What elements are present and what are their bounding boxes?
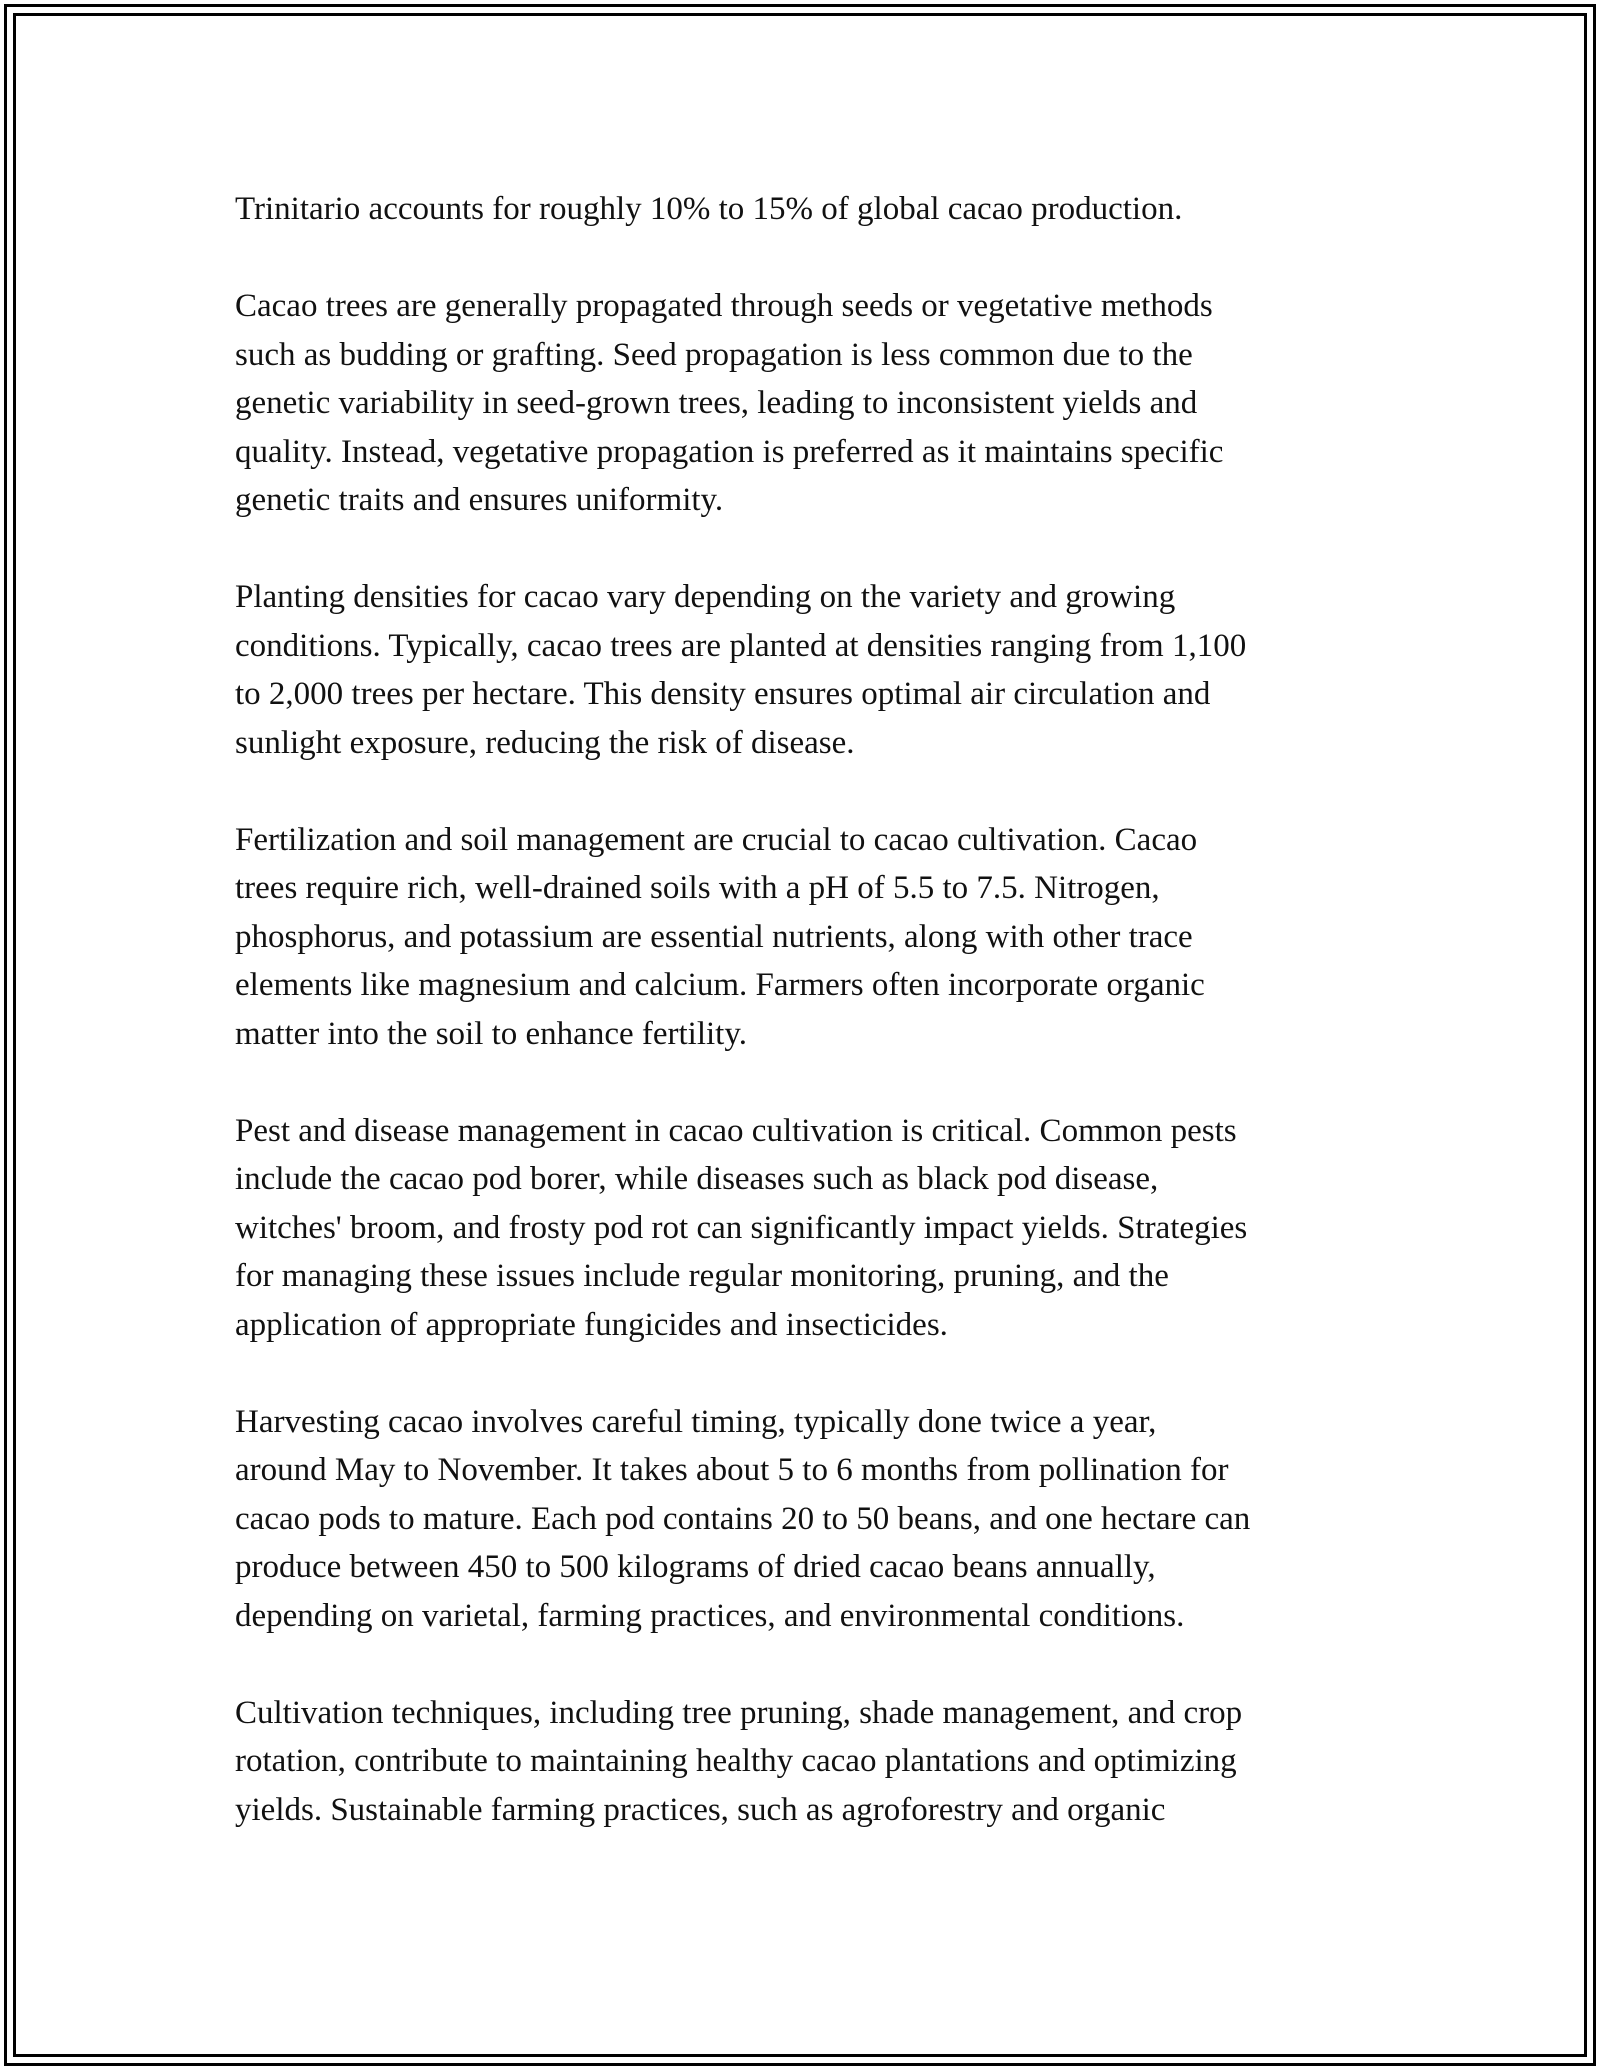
document-body bbox=[235, 185, 1395, 1883]
paragraph-propagation: Cacao trees are generally propagated through seeds or vegetative methods such as budding or grafting. Seed propagation is less common due to the genetic variability in seed-grown trees, leading to inconsistent yields and quality. Instead, vegetative propagation is preferred as it maintains specific genetic traits and ensures uniformity. bbox=[235, 288, 1224, 518]
paragraph-fertilization: Fertilization and soil management are crucial to cacao cultivation. Cacao trees require rich, well-drained soils with a pH of 5.5 to 7.5. Nitrogen, phosphorus, and potassium are essential nutrients, along with other trace elements like magnesium and calcium. Farmers often incorporate organic matter into the soil to enhance fertility. bbox=[235, 821, 1205, 1052]
paragraph-cultivation-techniques: Cultivation techniques, including tree pruning, shade management, and crop rotation, contribute to maintaining healthy cacao plantations and optimizing yields. Sustainable farming practices, such as agroforestry and organic bbox=[235, 1694, 1243, 1828]
paragraph-harvesting: Harvesting cacao involves careful timing, typically done twice a year, around May to November. It takes about 5 to 6 months from pollination for cacao pods to mature. Each pod contains 20 to 50 beans, and one hectare can produce between 450 to 500 kilograms of dried cacao beans annually, depending on varietal, farming practices, and environmental conditions. bbox=[235, 1403, 1251, 1634]
paragraph-trinitario: Trinitario accounts for roughly 10% to 15% of global cacao production. bbox=[235, 191, 1183, 227]
paragraph-pest-management: Pest and disease management in cacao cultivation is critical. Common pests include the cacao pod borer, while diseases such as black pod disease, witches' broom, and frosty pod rot can significantly impact yields. Strategies for managing these issues include regular monitoring, pruning, and the application of appropriate fungicides and insecticides. bbox=[235, 1112, 1248, 1343]
paragraph-planting-density: Planting densities for cacao vary depending on the variety and growing conditions. Typically, cacao trees are planted at densities ranging from 1,100 to 2,000 trees per hectare. This density ensures optimal air circulation and sunlight exposure, reducing the risk of disease. bbox=[235, 579, 1247, 761]
